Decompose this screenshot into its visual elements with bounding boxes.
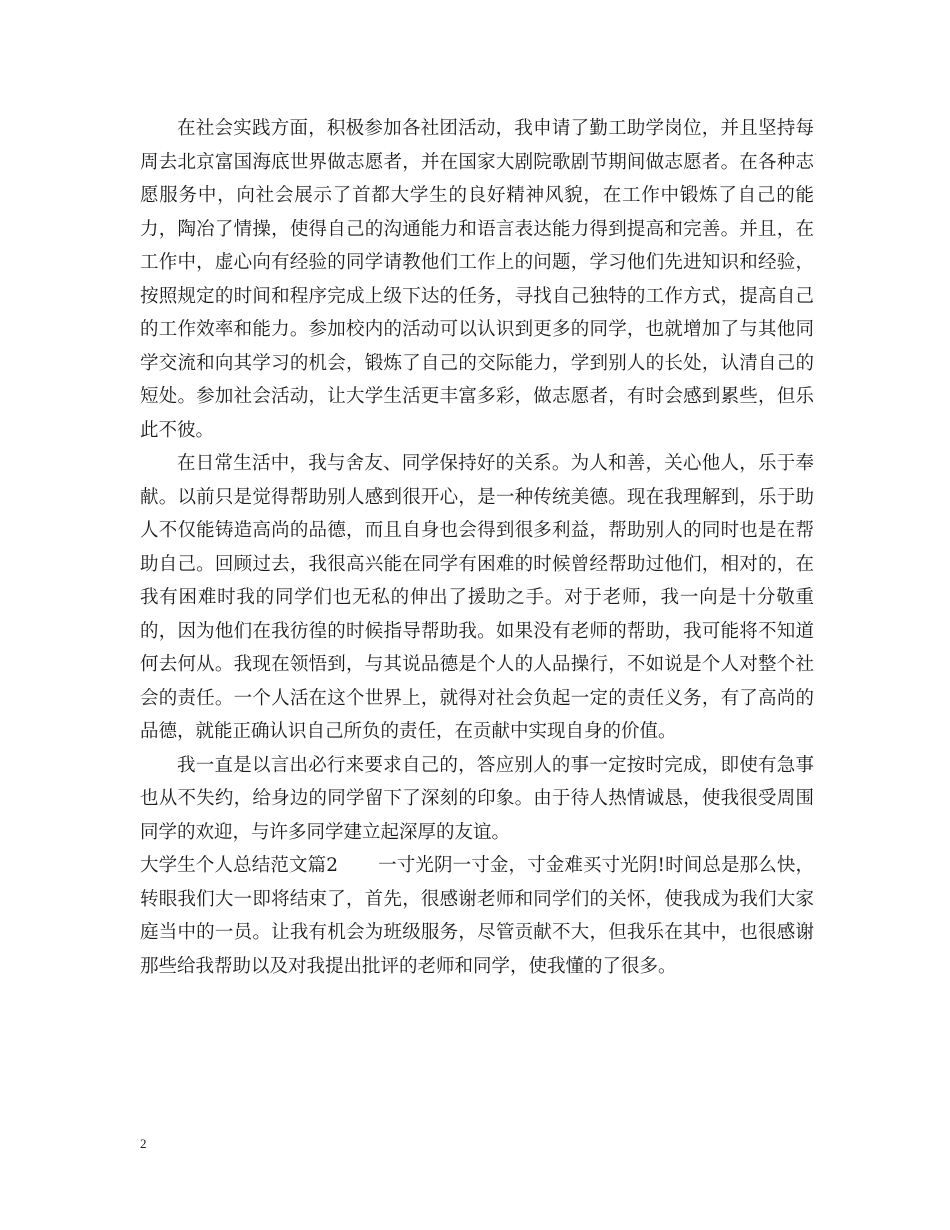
- section-title: 大学生个人总结范文篇2: [140, 855, 339, 876]
- document-body: [140, 112, 814, 983]
- paragraph-social-practice: 在社会实践方面，积极参加各社团活动，我申请了勤工助学岗位，并且坚持每周去北京富国海底世界做志愿者，并在国家大剧院歌剧节期间做志愿者。在各种志愿服务中，向社会展示了首都大学生的良好精神风貌，在工作中锻炼了自己的能力，陶冶了情操，使得自己的沟通能力和语言表达能力得到提高和完善。并且，在工作中，虚心向有经验的同学请教他们工作上的问题，学习他们先进知识和经验，按照规定的时间和程序完成上级下达的任务，寻找自己独特的工作方式，提高自己的工作效率和能力。参加校内的活动可以认识到更多的同学，也就增加了与其他同学交流和向其学习的机会，锻炼了自己的交际能力，学到别人的长处，认清自己的短处。参加社会活动，让大学生活更丰富多彩，做志愿者，有时会感到累些，但乐此不彼。: [140, 118, 814, 441]
- section-2-paragraph: [140, 849, 814, 983]
- paragraph-daily-life: 在日常生活中，我与舍友、同学保持好的关系。为人和善，关心他人，乐于奉献。以前只是觉得帮助别人感到很开心，是一种传统美德。现在我理解到，乐于助人不仅能铸造高尚的品德，而且自身也会得到很多利益，帮助别人的同时也是在帮助自己。回顾过去，我很高兴能在同学有困难的时候曾经帮助过他们，相对的，在我有困难时我的同学们也无私的伸出了援助之手。对于老师，我一向是十分敬重的，因为他们在我彷徨的时候指导帮助我。如果没有老师的帮助，我可能将不知道何去何从。我现在领悟到，与其说品德是个人的人品操行，不如说是个人对整个社会的责任。一个人活在这个世界上，就得对社会负起一定的责任义务，有了高尚的品德，就能正确认识自己所负的责任，在贡献中实现自身的价值。: [140, 453, 814, 742]
- section-2-text: 一寸光阴一寸金，寸金难买寸光阴!时间总是那么快，转眼我们大一即将结束了，首先，很感谢老师和同学们的关怀，使我成为我们大家庭当中的一员。让我有机会为班级服务，尽管贡献不大，但我乐在其中，也很感谢那些给我帮助以及对我提出批评的老师和同学，使我懂的了很多。: [140, 855, 814, 977]
- page-number: 2: [140, 1136, 147, 1151]
- paragraph-self-discipline: 我一直是以言出必行来要求自己的，答应别人的事一定按时完成，即使有急事也从不失约，给身边的同学留下了深刻的印象。由于待人热情诚恳，使我很受周围同学的欢迎，与许多同学建立起深厚的友谊。: [140, 754, 814, 843]
